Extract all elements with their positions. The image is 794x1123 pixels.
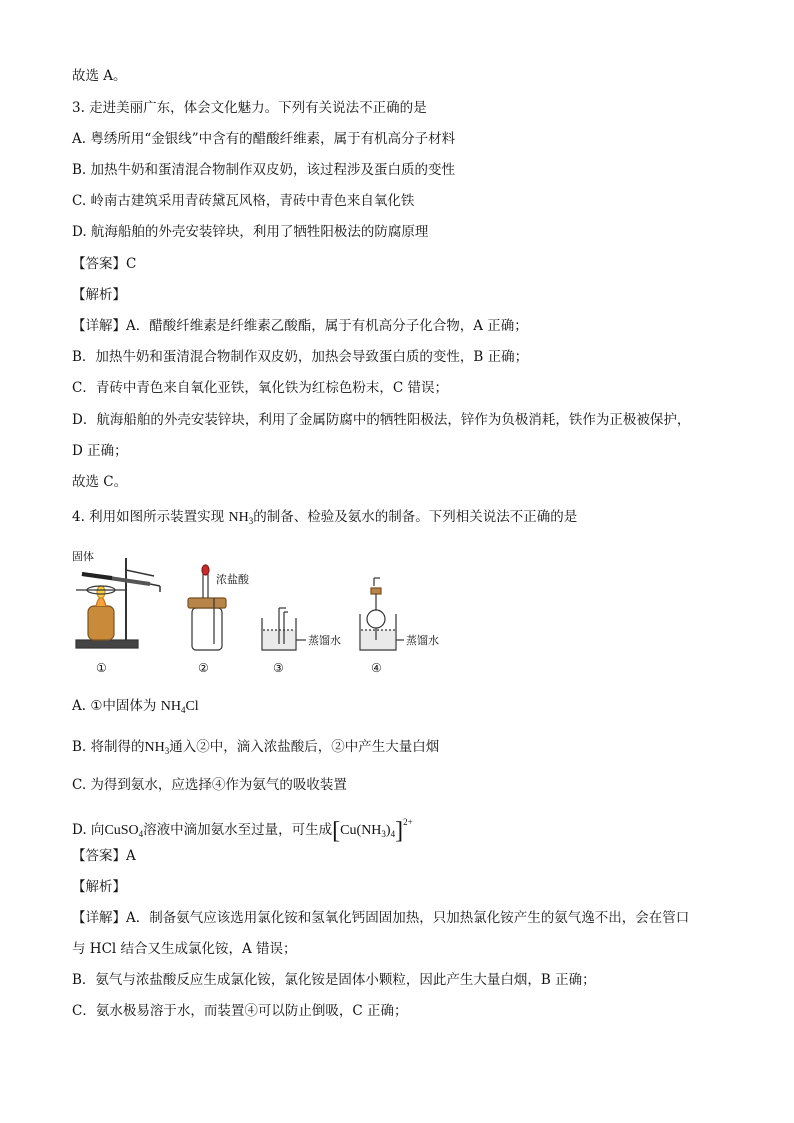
apparatus-4 bbox=[360, 578, 404, 650]
q4-detail-a-2: 与 HCl 结合又生成氯化铵，A 错误； bbox=[72, 941, 297, 957]
q3-detail-c: C．青砖中青色来自氧化亚铁，氧化铁为红棕色粉末，C 错误； bbox=[72, 380, 448, 396]
q4-answer-value: A bbox=[126, 848, 136, 864]
apparatus-number-2: ② bbox=[198, 661, 209, 675]
q4-option-d-mid: 溶液中滴加氨水至过量，可生成 bbox=[143, 822, 333, 838]
formula-cuso4: CuSO$_4$ bbox=[104, 823, 144, 839]
q4-option-a bbox=[72, 696, 199, 720]
q4-option-b-post: 通入②中，滴入浓盐酸后，②中产生大量白烟 bbox=[169, 739, 440, 755]
q3-conclusion: 故选 C。 bbox=[72, 474, 128, 490]
q4-option-d bbox=[72, 812, 413, 844]
q4-stem-post: 的制备、检验及氨水的制备。下列相关说法不正确的是 bbox=[253, 509, 578, 525]
q4-detail-a-1 bbox=[72, 908, 689, 928]
formula-copper-complex: $[Cu(NH_3)_4]^{2+}$ bbox=[332, 817, 413, 844]
q3-answer-value: C bbox=[126, 256, 137, 272]
apparatus-number-4: ④ bbox=[371, 661, 382, 675]
q4-detail-a-text: A．制备氨气应该选用氯化铵和氢氧化钙固固加热，只加热氯化铵产生的氨气逸不出，会在管口 bbox=[126, 910, 690, 926]
label-water-4: 蒸馏水 bbox=[406, 634, 439, 647]
label-water-3: 蒸馏水 bbox=[308, 634, 341, 647]
q3-option-c: C. 岭南古建筑采用青砖黛瓦风格，青砖中青色来自氧化铁 bbox=[72, 193, 415, 209]
q3-detail-d-1: D．航海船舶的外壳安装锌块，利用了金属防腐中的牺牲阳极法，锌作为负极消耗，铁作为正极被保护， bbox=[72, 412, 691, 428]
apparatus-number-3: ③ bbox=[273, 661, 284, 675]
q3-answer-line bbox=[72, 254, 136, 274]
apparatus-number-1: ① bbox=[96, 661, 107, 675]
prev-conclusion: 故选 A。 bbox=[72, 68, 127, 84]
formula-nh3-b: $NH_3$ bbox=[144, 740, 170, 756]
detail-tag: 【详解】 bbox=[72, 318, 126, 334]
label-solid: 固体 bbox=[72, 550, 94, 563]
formula-nh4cl: $NH_4Cl$ bbox=[160, 699, 199, 715]
q3-detail-b: B．加热牛奶和蛋清混合物制作双皮奶，加热会导致蛋白质的变性，B 正确； bbox=[72, 349, 529, 365]
detail-tag: 【详解】 bbox=[72, 910, 126, 926]
apparatus-figure bbox=[68, 548, 458, 676]
q4-option-b bbox=[72, 737, 439, 761]
q3-analysis-tag: 【解析】 bbox=[72, 287, 126, 303]
q4-detail-c: C．氨水极易溶于水，而装置④可以防止倒吸，C 正确； bbox=[72, 1003, 408, 1019]
q4-option-c: C. 为得到氨水，应选择④作为氨气的吸收装置 bbox=[72, 777, 347, 793]
q4-stem-pre: 4. 利用如图所示装置实现 bbox=[72, 509, 225, 525]
q3-option-d: D. 航海船舶的外壳安装锌块，利用了牺牲阳极法的防腐原理 bbox=[72, 224, 429, 240]
label-conc-hcl: 浓盐酸 bbox=[216, 573, 249, 586]
answer-tag: 【答案】 bbox=[72, 848, 126, 864]
q3-detail-d-2: D 正确； bbox=[72, 443, 128, 459]
q4-option-a-pre: A. ①中固体为 bbox=[72, 698, 157, 714]
answer-tag: 【答案】 bbox=[72, 256, 126, 272]
apparatus-1 bbox=[76, 558, 160, 648]
q4-option-d-pre: D. 向 bbox=[72, 822, 105, 838]
q4-answer-line bbox=[72, 846, 136, 866]
apparatus-3 bbox=[262, 608, 306, 650]
q3-stem: 3. 走进美丽广东，体会文化魅力。下列有关说法不正确的是 bbox=[72, 100, 427, 116]
q3-option-a: A. 粤绣所用“金银线”中含有的醋酸纤维素，属于有机高分子材料 bbox=[72, 131, 456, 147]
q4-analysis-tag: 【解析】 bbox=[72, 879, 126, 895]
q3-option-b: B. 加热牛奶和蛋清混合物制作双皮奶，该过程涉及蛋白质的变性 bbox=[72, 162, 456, 178]
q4-stem bbox=[72, 507, 577, 531]
q4-detail-b: B．氨气与浓盐酸反应生成氯化铵，氯化铵是固体小颗粒，因此产生大量白烟，B 正确； bbox=[72, 972, 596, 988]
q3-detail-a-text: A．醋酸纤维素是纤维素乙酸酯，属于有机高分子化合物，A 正确； bbox=[126, 318, 528, 334]
q4-option-b-pre: B. 将制得的 bbox=[72, 739, 145, 755]
q3-detail-a bbox=[72, 316, 528, 336]
formula-nh3: $NH_3$ bbox=[228, 510, 254, 526]
